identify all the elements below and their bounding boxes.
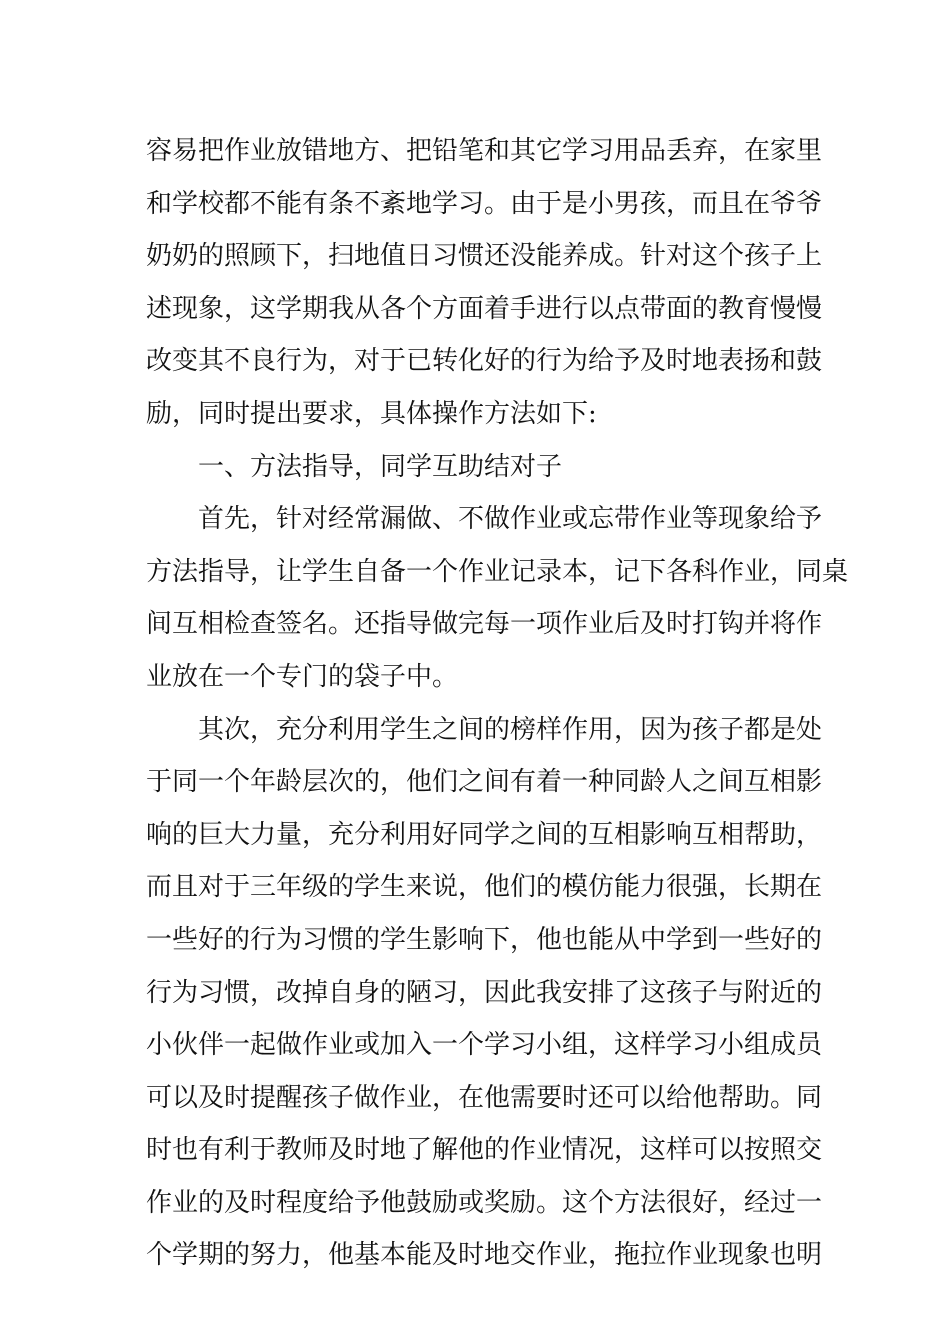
text-line: 和学校都不能有条不紊地学习。由于是小男孩，而且在爷爷 (146, 188, 823, 219)
text-line: 励，同时提出要求，具体操作方法如下: (146, 398, 597, 429)
text-line: 容易把作业放错地方、把铅笔和其它学习用品丢弃，在家里 (146, 136, 823, 166)
section-heading: 一、方法指导，同学互助结对子 (198, 451, 563, 482)
text-line: 时也有利于教师及时地了解他的作业情况，这样可以按照交 (146, 1135, 823, 1166)
text-line: 于同一个年龄层次的，他们之间有着一种同龄人之间互相影 (146, 767, 823, 798)
text-line: 作业的及时程度给予他鼓励或奖励。这个方法很好，经过一 (146, 1187, 823, 1218)
text-line: 小伙伴一起做作业或加入一个学习小组，这样学习小组成员 (146, 1030, 823, 1061)
text-line: 首先，针对经常漏做、不做作业或忘带作业等现象给予 (198, 504, 823, 535)
text-line: 一些好的行为习惯的学生影响下，他也能从中学到一些好的 (146, 924, 823, 955)
text-line: 其次，充分利用学生之间的榜样作用，因为孩子都是处 (198, 714, 823, 745)
text-line: 奶奶的照顾下，扫地值日习惯还没能养成。针对这个孩子上 (146, 241, 823, 272)
text-line: 可以及时提醒孩子做作业，在他需要时还可以给他帮助。同 (146, 1082, 823, 1113)
text-line: 间互相检查签名。还指导做完每一项作业后及时打钩并将作 (146, 609, 823, 640)
body-text (146, 125, 849, 1282)
text-line: 业放在一个专门的袋子中。 (146, 661, 459, 692)
text-line: 而且对于三年级的学生来说，他们的模仿能力很强，长期在 (146, 872, 823, 903)
text-line: 方法指导，让学生自备一个作业记录本，记下各科作业，同桌 (146, 556, 849, 587)
text-line: 个学期的努力，他基本能及时地交作业，拖拉作业现象也明 (146, 1240, 823, 1271)
text-line: 响的巨大力量，充分利用好同学之间的互相影响互相帮助， (146, 819, 823, 850)
text-line: 改变其不良行为，对于已转化好的行为给予及时地表扬和鼓 (146, 346, 823, 377)
text-line: 述现象，这学期我从各个方面着手进行以点带面的教育慢慢 (146, 293, 823, 324)
text-line: 行为习惯，改掉自身的陋习，因此我安排了这孩子与附近的 (146, 977, 823, 1008)
